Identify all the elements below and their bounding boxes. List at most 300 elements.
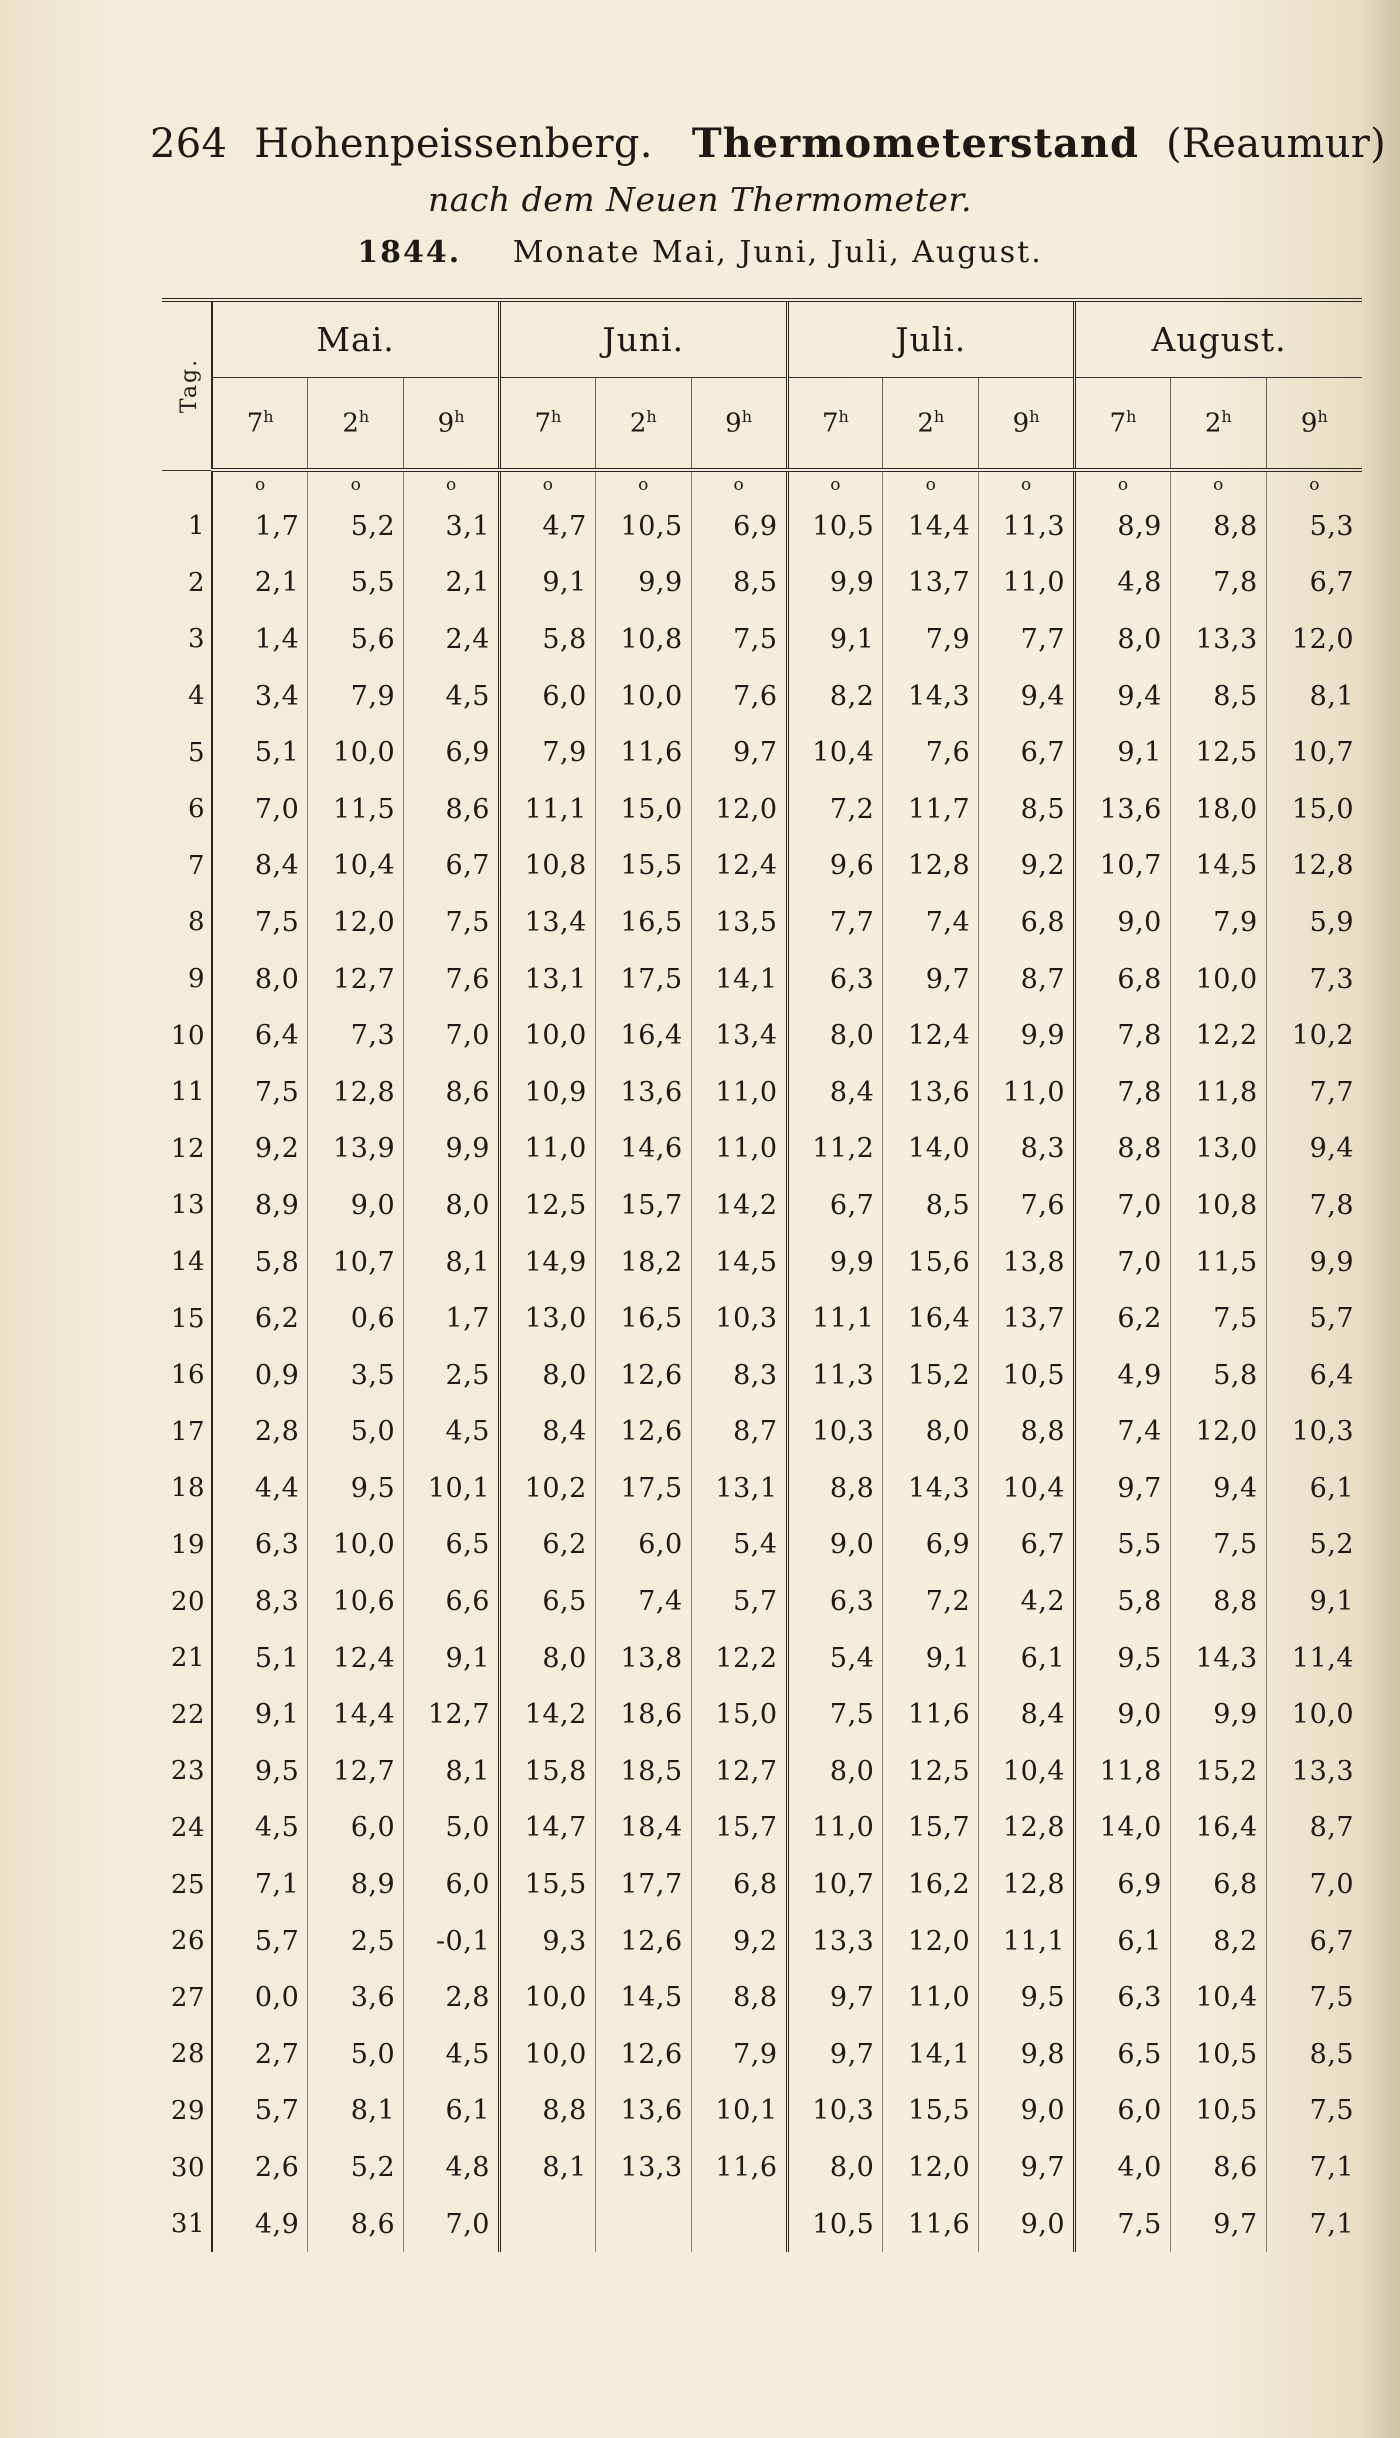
hour-header: 9$^h$: [404, 378, 500, 471]
temperature-cell: 5,6: [308, 611, 404, 668]
temperature-cell: 4,4: [254, 1472, 300, 1504]
temperature-cell: 5,4: [787, 1630, 883, 1687]
temperature-cell: 11,7: [883, 781, 979, 838]
temperature-cell: 10,0: [308, 1517, 404, 1574]
temperature-cell: 12,2: [1170, 1007, 1266, 1064]
temperature-cell: 4,8: [404, 2139, 500, 2196]
temperature-cell: 9,6: [787, 838, 883, 895]
temperature-cell: 6,1: [1075, 1913, 1171, 1970]
year: 1844.: [357, 235, 462, 270]
temperature-cell: 7,0: [254, 793, 300, 825]
temperature-cell: 10,9: [500, 1064, 596, 1121]
temperature-cell: 12,0: [691, 781, 787, 838]
temperature-cell: 9,9: [404, 1121, 500, 1178]
temperature-cell: 5,8: [254, 1246, 300, 1278]
temperature-cell: 18,6: [595, 1686, 691, 1743]
period-line: [0, 235, 1400, 270]
table-row: [162, 1007, 1362, 1064]
temperature-cell: 11,3: [979, 498, 1075, 555]
temperature-cell: 1,7: [404, 1290, 500, 1347]
day-cell: 11: [162, 1064, 212, 1121]
temperature-cell: 12,0: [1266, 611, 1362, 668]
temperature-cell: 8,7: [979, 951, 1075, 1008]
temperature-cell: 7,7: [787, 894, 883, 951]
temperature-cell: 9,1: [1075, 724, 1171, 781]
temperature-cell: 12,4: [308, 1630, 404, 1687]
temperature-cell: 4,9: [1075, 1347, 1171, 1404]
temperature-table-wrapper: [162, 298, 1362, 2252]
temperature-cell: 6,4: [1266, 1347, 1362, 1404]
temperature-cell: 7,5: [1266, 1969, 1362, 2026]
temperature-cell: 15,7: [595, 1177, 691, 1234]
temperature-cell: 13,7: [883, 555, 979, 612]
temperature-cell: 12,0: [883, 1913, 979, 1970]
hour-header: 7$^h$: [212, 378, 308, 471]
temperature-cell: 6,7: [979, 1517, 1075, 1574]
temperature-cell: 12,5: [500, 1177, 596, 1234]
temperature-cell: 13,3: [595, 2139, 691, 2196]
temperature-cell: 9,7: [979, 2139, 1075, 2196]
temperature-cell: 10,0: [500, 2026, 596, 2083]
temperature-cell: 6,0: [1075, 2083, 1171, 2140]
temperature-cell: 6,4: [254, 1020, 300, 1052]
temperature-cell: 10,8: [1170, 1177, 1266, 1234]
temperature-cell: 8,5: [691, 555, 787, 612]
temperature-cell: 6,5: [404, 1517, 500, 1574]
temperature-cell: 5,2: [308, 498, 404, 555]
temperature-cell: 6,2: [1075, 1290, 1171, 1347]
temperature-cell: 13,9: [308, 1121, 404, 1178]
temperature-cell: 6,5: [1075, 2026, 1171, 2083]
table-row: [162, 1404, 1362, 1461]
temperature-cell: 7,5: [1170, 1290, 1266, 1347]
temperature-cell: 7,4: [883, 894, 979, 951]
table-row: [162, 1460, 1362, 1517]
temperature-cell: 8,6: [404, 1064, 500, 1121]
temperature-cell: 7,3: [308, 1007, 404, 1064]
temperature-cell: 7,0: [404, 2196, 500, 2253]
temperature-cell: 7,3: [1266, 951, 1362, 1008]
temperature-cell: 9,4: [1170, 1460, 1266, 1517]
hour-header: 9$^h$: [979, 378, 1075, 471]
temperature-cell: 13,6: [883, 1064, 979, 1121]
degree-mark: o: [787, 470, 883, 498]
temperature-cell: 2,1: [254, 567, 300, 599]
temperature-cell: 16,4: [595, 1007, 691, 1064]
temperature-cell: 7,9: [500, 724, 596, 781]
temperature-cell: 13,8: [979, 1234, 1075, 1291]
temperature-cell: 6,8: [1075, 951, 1171, 1008]
temperature-cell: 9,0: [787, 1517, 883, 1574]
hour-header: 2$^h$: [308, 378, 404, 471]
day-cell: 26: [162, 1913, 212, 1970]
temperature-cell: 9,7: [1170, 2196, 1266, 2253]
degree-mark: o: [255, 475, 266, 495]
temperature-cell: 9,3: [500, 1913, 596, 1970]
table-row: [162, 611, 1362, 668]
temperature-cell: 6,1: [404, 2083, 500, 2140]
temperature-cell: 2,5: [404, 1347, 500, 1404]
temperature-cell: 9,0: [1075, 894, 1171, 951]
temperature-cell: 8,1: [308, 2083, 404, 2140]
temperature-cell: 7,5: [1170, 1517, 1266, 1574]
temperature-cell: 16,5: [595, 1290, 691, 1347]
temperature-cell: 14,4: [883, 498, 979, 555]
temperature-cell: 8,1: [404, 1743, 500, 1800]
temperature-cell: 6,2: [254, 1303, 300, 1335]
temperature-cell: 10,7: [1075, 838, 1171, 895]
temperature-cell: 7,0: [1266, 1856, 1362, 1913]
temperature-cell: 6,8: [691, 1856, 787, 1913]
temperature-cell: 10,3: [1266, 1404, 1362, 1461]
temperature-cell: 13,4: [500, 894, 596, 951]
temperature-cell: 7,0: [1075, 1177, 1171, 1234]
temperature-cell: 12,4: [691, 838, 787, 895]
temperature-cell: 6,9: [883, 1517, 979, 1574]
temperature-cell: 10,0: [500, 1007, 596, 1064]
temperature-cell: 6,0: [500, 668, 596, 725]
temperature-cell: 13,6: [595, 2083, 691, 2140]
temperature-cell: 7,9: [1170, 894, 1266, 951]
temperature-cell: 15,6: [883, 1234, 979, 1291]
day-cell: 23: [162, 1743, 212, 1800]
months-line: Monate Mai, Juni, Juli, August.: [512, 235, 1043, 270]
temperature-table: [162, 302, 1362, 2252]
temperature-cell: [691, 2196, 787, 2253]
temperature-cell: 14,2: [500, 1686, 596, 1743]
table-row: [162, 668, 1362, 725]
degree-row: [162, 470, 1362, 498]
temperature-cell: 7,6: [404, 951, 500, 1008]
table-row: [162, 2083, 1362, 2140]
temperature-cell: 4,5: [404, 2026, 500, 2083]
temperature-cell: 9,5: [979, 1969, 1075, 2026]
temperature-cell: 2,6: [254, 2152, 300, 2184]
temperature-cell: 8,1: [404, 1234, 500, 1291]
table-row: [162, 1573, 1362, 1630]
table-row: [162, 894, 1362, 951]
temperature-cell: 6,3: [787, 1573, 883, 1630]
temperature-cell: 10,3: [691, 1290, 787, 1347]
temperature-cell: 8,4: [787, 1064, 883, 1121]
hour-header-row: [162, 378, 1362, 471]
temperature-cell: 14,0: [1075, 1800, 1171, 1857]
temperature-cell: 14,2: [691, 1177, 787, 1234]
temperature-cell: 8,5: [979, 781, 1075, 838]
temperature-cell: 18,5: [595, 1743, 691, 1800]
degree-mark: o: [883, 470, 979, 498]
temperature-cell: 15,5: [595, 838, 691, 895]
temperature-cell: 14,1: [883, 2026, 979, 2083]
temperature-cell: 10,0: [1266, 1686, 1362, 1743]
temperature-cell: 6,7: [404, 838, 500, 895]
temperature-cell: [500, 2196, 596, 2253]
temperature-cell: 15,5: [500, 1856, 596, 1913]
temperature-cell: 12,8: [979, 1800, 1075, 1857]
temperature-cell: 11,1: [787, 1290, 883, 1347]
day-cell: 14: [162, 1234, 212, 1291]
day-cell: 18: [162, 1460, 212, 1517]
place-name: Hohenpeissenberg.: [254, 121, 653, 167]
temperature-cell: 11,1: [500, 781, 596, 838]
degree-mark: o: [1266, 470, 1362, 498]
temperature-cell: 10,4: [308, 838, 404, 895]
day-cell: 21: [162, 1630, 212, 1687]
temperature-cell: 15,2: [883, 1347, 979, 1404]
day-cell: 25: [162, 1856, 212, 1913]
temperature-cell: 9,2: [979, 838, 1075, 895]
temperature-cell: 11,0: [691, 1121, 787, 1178]
day-cell: 5: [162, 724, 212, 781]
temperature-cell: 9,9: [787, 555, 883, 612]
temperature-cell: 9,7: [787, 1969, 883, 2026]
temperature-cell: 10,2: [1266, 1007, 1362, 1064]
temperature-cell: 9,9: [595, 555, 691, 612]
temperature-cell: 8,9: [254, 1189, 300, 1221]
temperature-cell: 5,7: [254, 2095, 300, 2127]
temperature-cell: 14,9: [500, 1234, 596, 1291]
temperature-cell: 10,8: [500, 838, 596, 895]
temperature-cell: 5,9: [1266, 894, 1362, 951]
temperature-cell: 15,0: [595, 781, 691, 838]
temperature-cell: 5,3: [1266, 498, 1362, 555]
temperature-cell: 8,0: [1075, 611, 1171, 668]
temperature-cell: 9,7: [691, 724, 787, 781]
temperature-cell: 12,7: [691, 1743, 787, 1800]
temperature-cell: 14,4: [308, 1686, 404, 1743]
temperature-cell: 7,0: [404, 1007, 500, 1064]
temperature-cell: 8,1: [500, 2139, 596, 2196]
temperature-cell: 6,9: [1075, 1856, 1171, 1913]
temperature-cell: 6,9: [691, 498, 787, 555]
temperature-cell: 6,1: [979, 1630, 1075, 1687]
temperature-cell: 12,8: [1266, 838, 1362, 895]
temperature-cell: 7,8: [1075, 1007, 1171, 1064]
degree-tag-cell: [162, 470, 212, 498]
temperature-cell: 8,3: [254, 1586, 300, 1618]
day-cell: 28: [162, 2026, 212, 2083]
temperature-cell: 5,0: [308, 2026, 404, 2083]
temperature-cell: 7,0: [1075, 1234, 1171, 1291]
temperature-cell: 7,1: [1266, 2196, 1362, 2253]
table-row: [162, 2026, 1362, 2083]
temperature-cell: 3,6: [308, 1969, 404, 2026]
temperature-cell: 7,4: [1075, 1404, 1171, 1461]
temperature-cell: 12,0: [308, 894, 404, 951]
temperature-cell: 6,0: [595, 1517, 691, 1574]
temperature-cell: 10,4: [979, 1460, 1075, 1517]
hour-header: 7$^h$: [1075, 378, 1171, 471]
temperature-cell: 6,7: [787, 1177, 883, 1234]
temperature-cell: 8,8: [1170, 1573, 1266, 1630]
temperature-cell: 10,4: [1170, 1969, 1266, 2026]
temperature-cell: 10,3: [787, 1404, 883, 1461]
table-row: [162, 555, 1362, 612]
data-rows: [162, 498, 1362, 2252]
temperature-cell: 8,0: [787, 2139, 883, 2196]
temperature-cell: 5,4: [691, 1517, 787, 1574]
table-row: [162, 838, 1362, 895]
temperature-cell: 5,7: [1266, 1290, 1362, 1347]
temperature-cell: 12,6: [595, 1404, 691, 1461]
table-row: [162, 2139, 1362, 2196]
month-header: Mai.: [212, 302, 500, 378]
day-cell: 12: [162, 1121, 212, 1178]
day-cell: 29: [162, 2083, 212, 2140]
temperature-cell: 8,8: [500, 2083, 596, 2140]
day-cell: 3: [162, 611, 212, 668]
table-row: [162, 2196, 1362, 2253]
day-cell: 16: [162, 1347, 212, 1404]
temperature-cell: 12,7: [308, 1743, 404, 1800]
temperature-cell: 9,1: [254, 1699, 300, 1731]
degree-mark: o: [1170, 470, 1266, 498]
temperature-cell: 8,3: [691, 1347, 787, 1404]
hour-header: 7$^h$: [500, 378, 596, 471]
temperature-cell: 11,2: [787, 1121, 883, 1178]
table-row: [162, 1913, 1362, 1970]
temperature-cell: 9,9: [1170, 1686, 1266, 1743]
temperature-cell: 12,8: [979, 1856, 1075, 1913]
temperature-cell: 4,2: [979, 1573, 1075, 1630]
day-cell: 8: [162, 894, 212, 951]
temperature-cell: 17,7: [595, 1856, 691, 1913]
temperature-cell: 9,1: [883, 1630, 979, 1687]
temperature-cell: 13,3: [1266, 1743, 1362, 1800]
temperature-cell: 6,2: [500, 1517, 596, 1574]
temperature-cell: 11,6: [883, 2196, 979, 2253]
temperature-cell: 15,0: [691, 1686, 787, 1743]
temperature-cell: 12,5: [1170, 724, 1266, 781]
temperature-cell: 10,0: [595, 668, 691, 725]
temperature-cell: 10,0: [500, 1969, 596, 2026]
table-row: [162, 1969, 1362, 2026]
temperature-cell: 17,5: [595, 951, 691, 1008]
temperature-cell: [595, 2196, 691, 2253]
temperature-cell: 9,0: [979, 2196, 1075, 2253]
temperature-cell: 16,2: [883, 1856, 979, 1913]
temperature-cell: 15,0: [1266, 781, 1362, 838]
month-header: Juli.: [787, 302, 1075, 378]
temperature-cell: 3,1: [404, 498, 500, 555]
temperature-cell: 16,4: [883, 1290, 979, 1347]
temperature-cell: 6,3: [254, 1529, 300, 1561]
temperature-cell: 8,8: [691, 1969, 787, 2026]
temperature-cell: 13,8: [595, 1630, 691, 1687]
temperature-cell: 8,4: [979, 1686, 1075, 1743]
temperature-cell: 0,0: [254, 1982, 300, 2014]
temperature-cell: 15,7: [691, 1800, 787, 1857]
temperature-cell: 8,2: [1170, 1913, 1266, 1970]
temperature-cell: 8,8: [787, 1460, 883, 1517]
temperature-cell: 10,5: [595, 498, 691, 555]
temperature-cell: 12,6: [595, 1913, 691, 1970]
temperature-cell: 7,5: [1075, 2196, 1171, 2253]
temperature-cell: 8,6: [308, 2196, 404, 2253]
temperature-cell: 9,5: [1075, 1630, 1171, 1687]
temperature-cell: 9,1: [787, 611, 883, 668]
temperature-cell: 2,7: [254, 2038, 300, 2070]
hour-header: 7$^h$: [787, 378, 883, 471]
temperature-cell: 15,5: [883, 2083, 979, 2140]
day-cell: 22: [162, 1686, 212, 1743]
temperature-cell: 9,2: [691, 1913, 787, 1970]
day-cell: 27: [162, 1969, 212, 2026]
temperature-cell: 8,0: [787, 1743, 883, 1800]
temperature-cell: 9,0: [979, 2083, 1075, 2140]
temperature-cell: 8,0: [500, 1347, 596, 1404]
temperature-cell: 7,6: [979, 1177, 1075, 1234]
temperature-cell: 14,6: [595, 1121, 691, 1178]
hour-header: 2$^h$: [883, 378, 979, 471]
temperature-cell: 11,6: [691, 2139, 787, 2196]
temperature-cell: 10,0: [308, 724, 404, 781]
temperature-cell: 11,8: [1075, 1743, 1171, 1800]
temperature-cell: 7,1: [1266, 2139, 1362, 2196]
temperature-cell: 7,7: [1266, 1064, 1362, 1121]
temperature-cell: 9,7: [1075, 1460, 1171, 1517]
day-cell: 2: [162, 555, 212, 612]
temperature-cell: 7,9: [308, 668, 404, 725]
hour-header: 2$^h$: [595, 378, 691, 471]
unit-label: (Reaumur): [1165, 121, 1387, 167]
temperature-cell: 5,7: [254, 1925, 300, 1957]
temperature-cell: 2,4: [404, 611, 500, 668]
temperature-cell: 3,5: [308, 1347, 404, 1404]
temperature-cell: 10,4: [979, 1743, 1075, 1800]
temperature-cell: 18,2: [595, 1234, 691, 1291]
temperature-cell: 6,7: [979, 724, 1075, 781]
day-cell: 19: [162, 1517, 212, 1574]
temperature-cell: 5,8: [1170, 1347, 1266, 1404]
temperature-cell: 11,5: [1170, 1234, 1266, 1291]
temperature-cell: 8,9: [308, 1856, 404, 1913]
temperature-cell: 13,5: [691, 894, 787, 951]
temperature-cell: 12,5: [883, 1743, 979, 1800]
temperature-cell: 12,2: [691, 1630, 787, 1687]
temperature-cell: 17,5: [595, 1460, 691, 1517]
temperature-cell: 9,9: [1266, 1234, 1362, 1291]
table-row: [162, 1517, 1362, 1574]
temperature-cell: 10,8: [595, 611, 691, 668]
temperature-cell: 11,0: [883, 1969, 979, 2026]
temperature-cell: 0,9: [254, 1359, 300, 1391]
day-cell: 7: [162, 838, 212, 895]
temperature-cell: 1,7: [254, 510, 300, 542]
temperature-cell: 8,4: [500, 1404, 596, 1461]
temperature-cell: 8,0: [500, 1630, 596, 1687]
day-cell: 24: [162, 1800, 212, 1857]
temperature-cell: 12,6: [595, 1347, 691, 1404]
day-cell: 17: [162, 1404, 212, 1461]
temperature-cell: 12,6: [595, 2026, 691, 2083]
temperature-cell: 9,7: [883, 951, 979, 1008]
temperature-cell: 9,1: [1266, 1573, 1362, 1630]
temperature-cell: 13,6: [1075, 781, 1171, 838]
temperature-cell: 12,7: [404, 1686, 500, 1743]
temperature-cell: 7,6: [691, 668, 787, 725]
temperature-cell: 7,1: [254, 1869, 300, 1901]
temperature-cell: 11,0: [979, 555, 1075, 612]
temperature-cell: 12,0: [883, 2139, 979, 2196]
temperature-cell: 6,8: [1170, 1856, 1266, 1913]
temperature-cell: 8,8: [979, 1404, 1075, 1461]
temperature-cell: 8,7: [691, 1404, 787, 1461]
temperature-cell: 4,8: [1075, 555, 1171, 612]
temperature-cell: 16,5: [595, 894, 691, 951]
table-row: [162, 1743, 1362, 1800]
temperature-cell: 12,0: [1170, 1404, 1266, 1461]
